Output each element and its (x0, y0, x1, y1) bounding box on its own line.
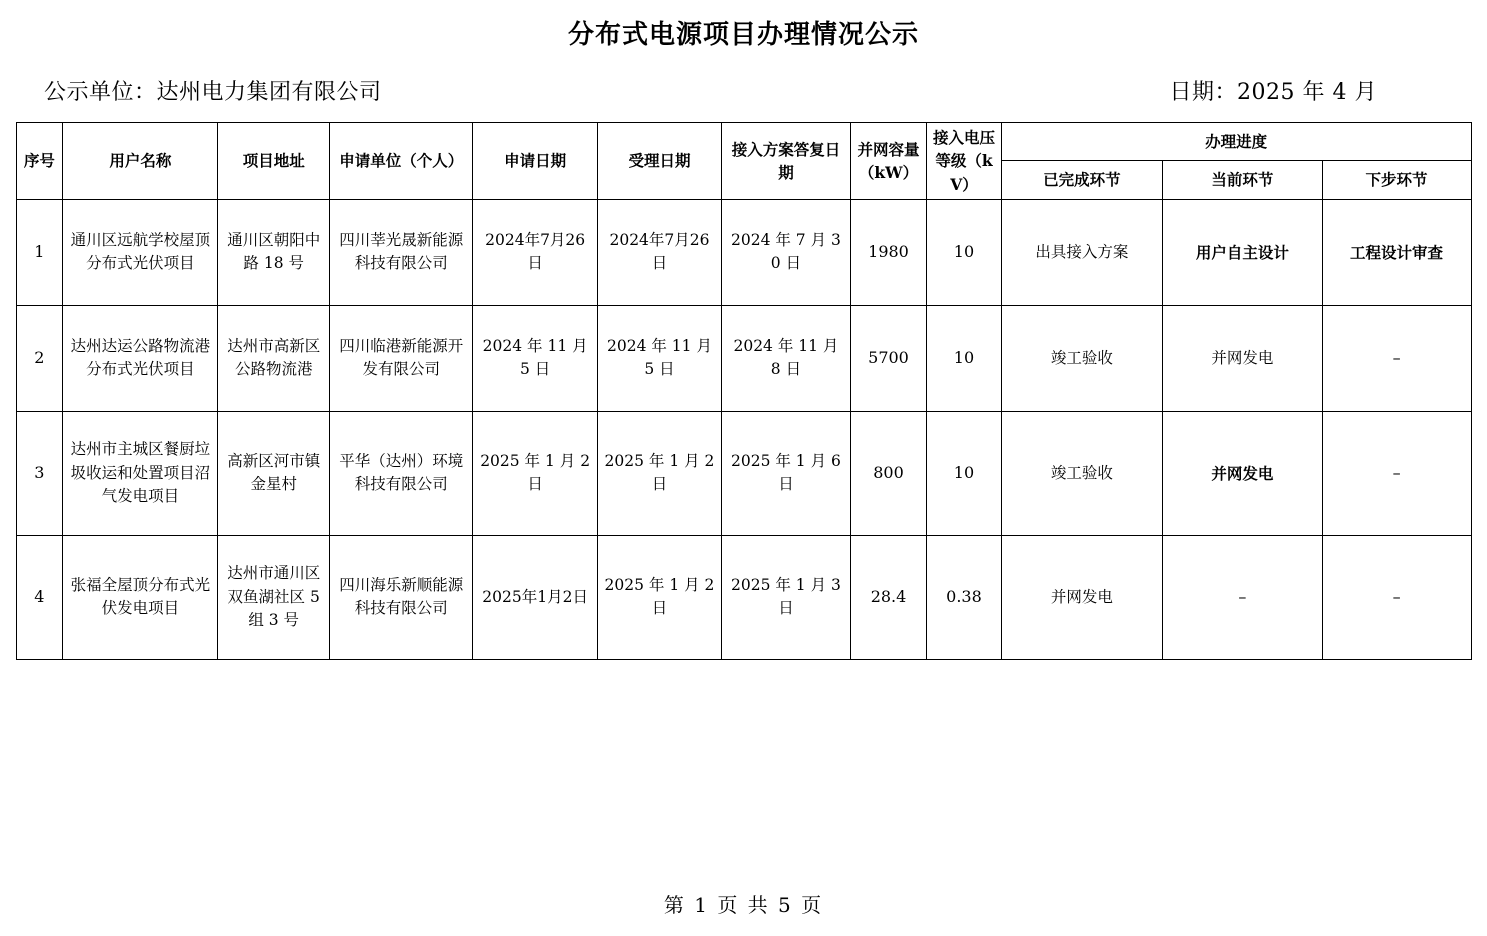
document-meta (0, 75, 1487, 106)
cell-scheme-reply-date: 2024 年 7 月 30 日 (722, 199, 851, 305)
col-header-applicant: 申请单位（个人） (330, 123, 473, 200)
cell-voltage: 0.38 (927, 535, 1001, 659)
cell-capacity: 1980 (850, 199, 927, 305)
publisher-label: 公示单位：达州电力集团有限公司 (44, 80, 382, 105)
cell-apply-date: 2025 年 1 月 2 日 (473, 411, 597, 535)
cell-scheme-reply-date: 2025 年 1 月 6 日 (722, 411, 851, 535)
cell-accept-date: 2024 年 11 月 5 日 (597, 305, 721, 411)
cell-project-address: 达州市高新区公路物流港 (218, 305, 330, 411)
cell-progress-next: – (1322, 535, 1471, 659)
table-row (16, 199, 1471, 305)
cell-project-address: 高新区河市镇金星村 (218, 411, 330, 535)
cell-accept-date: 2024年7月26日 (597, 199, 721, 305)
cell-project-address: 通川区朝阳中路 18 号 (218, 199, 330, 305)
cell-apply-date: 2024年7月26日 (473, 199, 597, 305)
col-header-progress-done: 已完成环节 (1001, 161, 1163, 199)
col-header-accept-date: 受理日期 (597, 123, 721, 200)
cell-user-name: 达州市主城区餐厨垃圾收运和处置项目沼气发电项目 (63, 411, 218, 535)
col-header-user-name: 用户名称 (63, 123, 218, 200)
table-row (16, 305, 1471, 411)
cell-user-name: 张福全屋顶分布式光伏发电项目 (63, 535, 218, 659)
cell-applicant: 四川临港新能源开发有限公司 (330, 305, 473, 411)
col-header-capacity: 并网容量（kW） (850, 123, 927, 200)
cell-scheme-reply-date: 2024 年 11 月 8 日 (722, 305, 851, 411)
cell-capacity: 800 (850, 411, 927, 535)
cell-apply-date: 2025年1月2日 (473, 535, 597, 659)
col-header-progress: 办理进度 (1001, 123, 1471, 161)
table-header-row-1 (16, 123, 1471, 161)
cell-progress-current: 用户自主设计 (1163, 199, 1322, 305)
cell-applicant: 四川莘光晟新能源科技有限公司 (330, 199, 473, 305)
projects-table (16, 122, 1472, 660)
cell-progress-current: 并网发电 (1163, 411, 1322, 535)
cell-seq: 2 (16, 305, 63, 411)
col-header-project-address: 项目地址 (218, 123, 330, 200)
cell-progress-next: 工程设计审查 (1322, 199, 1471, 305)
cell-accept-date: 2025 年 1 月 2 日 (597, 411, 721, 535)
cell-user-name: 达州达运公路物流港分布式光伏项目 (63, 305, 218, 411)
cell-voltage: 10 (927, 411, 1001, 535)
table-row (16, 535, 1471, 659)
table-row (16, 411, 1471, 535)
cell-progress-next: – (1322, 411, 1471, 535)
cell-accept-date: 2025 年 1 月 2 日 (597, 535, 721, 659)
cell-user-name: 通川区远航学校屋顶分布式光伏项目 (63, 199, 218, 305)
page-title: 分布式电源项目办理情况公示 (567, 20, 919, 50)
cell-progress-done: 并网发电 (1001, 535, 1163, 659)
cell-capacity: 5700 (850, 305, 927, 411)
cell-capacity: 28.4 (850, 535, 927, 659)
col-header-scheme-reply-date: 接入方案答复日期 (722, 123, 851, 200)
cell-seq: 4 (16, 535, 63, 659)
page-footer: 第 1 页 共 5 页 (663, 893, 824, 917)
col-header-voltage: 接入电压等级（kV） (927, 123, 1001, 200)
cell-applicant: 平华（达州）环境科技有限公司 (330, 411, 473, 535)
cell-progress-done: 竣工验收 (1001, 305, 1163, 411)
cell-voltage: 10 (927, 199, 1001, 305)
cell-progress-current: – (1163, 535, 1322, 659)
cell-seq: 1 (16, 199, 63, 305)
date-label: 日期：2025 年 4 月 (1169, 80, 1377, 105)
document-page (0, 14, 1487, 936)
cell-seq: 3 (16, 411, 63, 535)
col-header-progress-next: 下步环节 (1322, 161, 1471, 199)
cell-scheme-reply-date: 2025 年 1 月 3 日 (722, 535, 851, 659)
cell-progress-done: 出具接入方案 (1001, 199, 1163, 305)
cell-project-address: 达州市通川区双鱼湖社区 5 组 3 号 (218, 535, 330, 659)
col-header-apply-date: 申请日期 (473, 123, 597, 200)
cell-applicant: 四川海乐新顺能源科技有限公司 (330, 535, 473, 659)
cell-progress-done: 竣工验收 (1001, 411, 1163, 535)
col-header-progress-current: 当前环节 (1163, 161, 1322, 199)
cell-progress-current: 并网发电 (1163, 305, 1322, 411)
cell-voltage: 10 (927, 305, 1001, 411)
cell-apply-date: 2024 年 11 月 5 日 (473, 305, 597, 411)
col-header-seq: 序号 (16, 123, 63, 200)
cell-progress-next: – (1322, 305, 1471, 411)
